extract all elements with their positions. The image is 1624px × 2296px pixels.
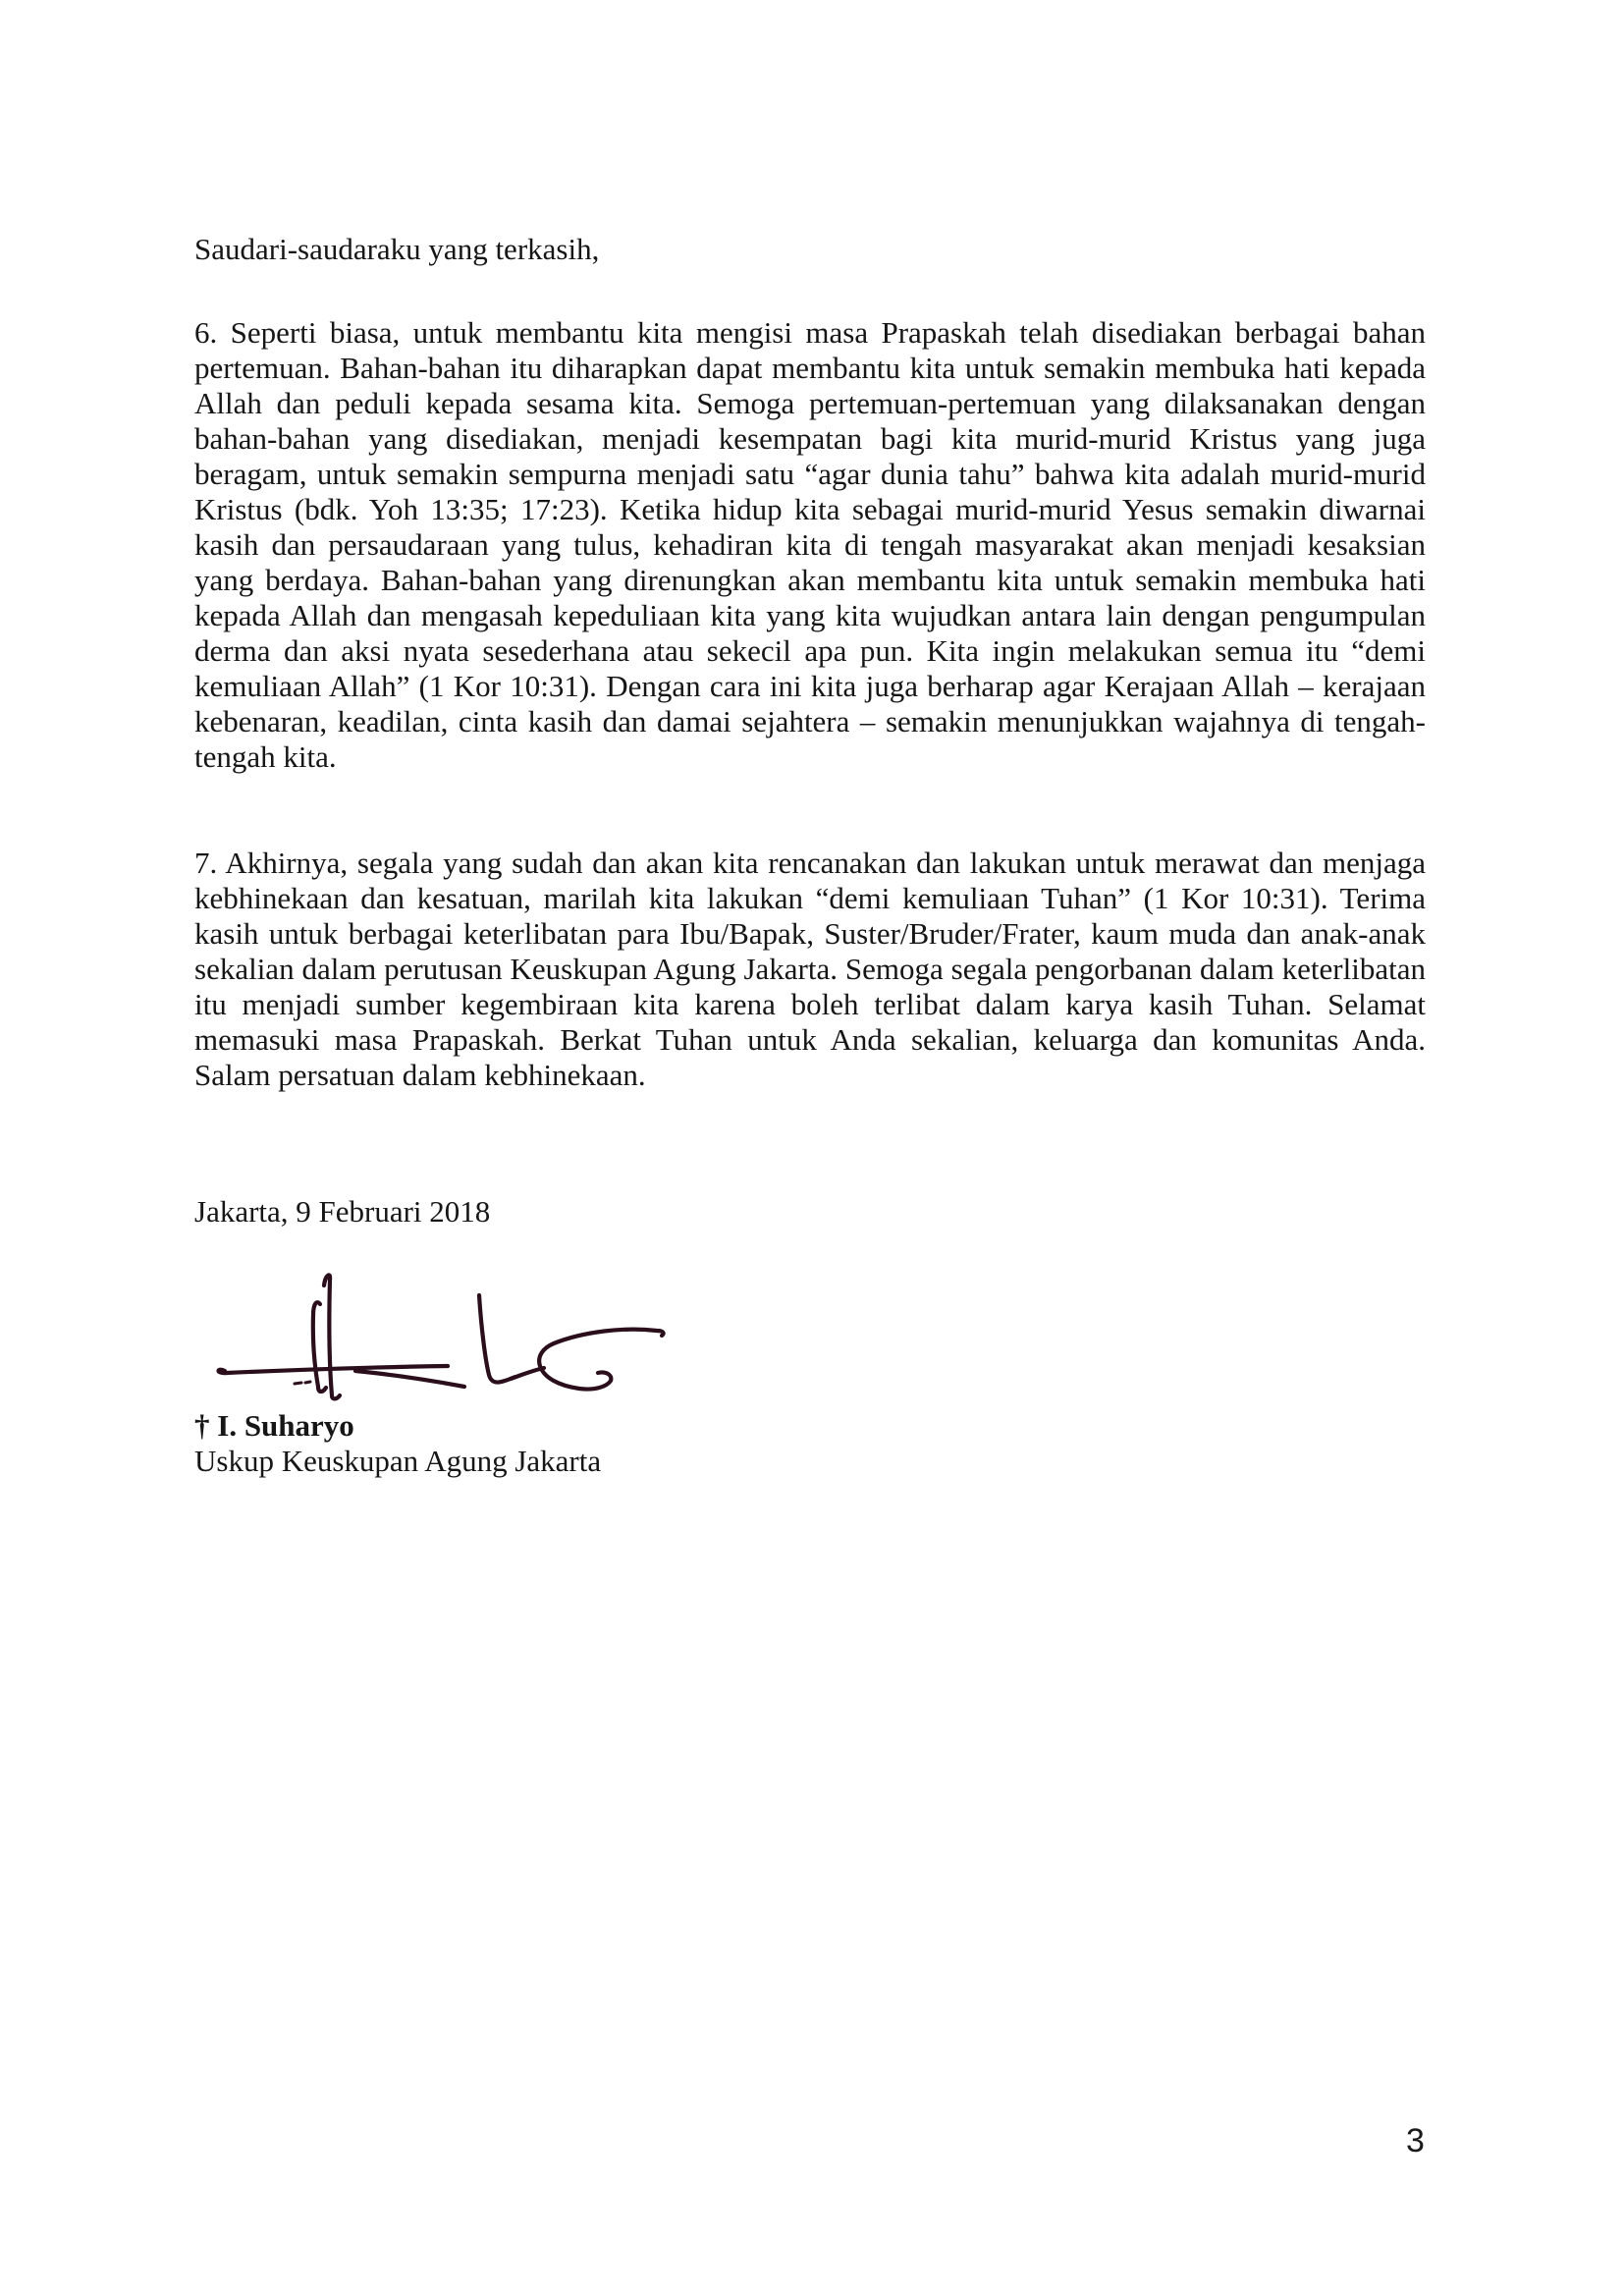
date-line: Jakarta, 9 Februari 2018 [194,1194,491,1229]
handwritten-signature-image [194,1255,685,1422]
letter-body [194,0,1426,2296]
salutation: Saudari-saudaraku yang terkasih, [194,232,600,266]
page-number: 3 [1406,2122,1425,2159]
paragraph-6: 6. Seperti biasa, untuk membantu kita mengisi masa Prapaskah telah disediakan berbagai bahan pertemuan. Bahan-bahan itu diharapkan dapat membantu kita untuk semakin membuka hati kepada Allah dan peduli kepada sesama kita. Semoga pertemuan-pertemuan yang dilaksanakan dengan bahan-bahan yang disediakan, menjadi kesempatan bagi kita murid-murid Kristus yang juga beragam, untuk semakin sempurna menjadi satu “agar dunia tahu” bahwa kita adalah murid-murid Kristus (bdk. Yoh 13:35; 17:23). Ketika hidup kita sebagai murid-murid Yesus semakin diwarnai kasih dan persaudaraan yang tulus, kehadiran kita di tengah masyarakat akan menjadi kesaksian yang berdaya. Bahan-bahan yang direnungkan akan membantu kita untuk semakin membuka hati kepada Allah dan mengasah kepeduliaan kita yang kita wujudkan antara lain dengan pengumpulan derma dan aksi nyata sesederhana atau sekecil apa pun. Kita ingin melakukan semua itu “demi kemuliaan Allah” (1 Kor 10:31). Dengan cara ini kita juga berharap agar Kerajaan Allah – kerajaan kebenaran, keadilan, cinta kasih dan damai sejahtera – semakin menunjukkan wajahnya di tengah-tengah kita. [194,315,1426,774]
signer-name: † I. Suharyo [194,1408,354,1443]
signature-icon [194,1255,685,1422]
paragraph-7: 7. Akhirnya, segala yang sudah dan akan kita rencanakan dan lakukan untuk merawat dan menjaga kebhinekaan dan kesatuan, marilah kita lakukan “demi kemuliaan Tuhan” (1 Kor 10:31). Terima kasih untuk berbagai keterlibatan para Ibu/Bapak, Suster/Bruder/Frater, kaum muda dan anak-anak sekalian dalam perutusan Keuskupan Agung Jakarta. Semoga segala pengorbanan dalam keterlibatan itu menjadi sumber kegembiraan kita karena boleh terlibat dalam karya kasih Tuhan. Selamat memasuki masa Prapaskah. Berkat Tuhan untuk Anda sekalian, keluarga dan komunitas Anda. Salam persatuan dalam kebhinekaan. [194,846,1426,1092]
signer-title: Uskup Keuskupan Agung Jakarta [194,1444,602,1478]
